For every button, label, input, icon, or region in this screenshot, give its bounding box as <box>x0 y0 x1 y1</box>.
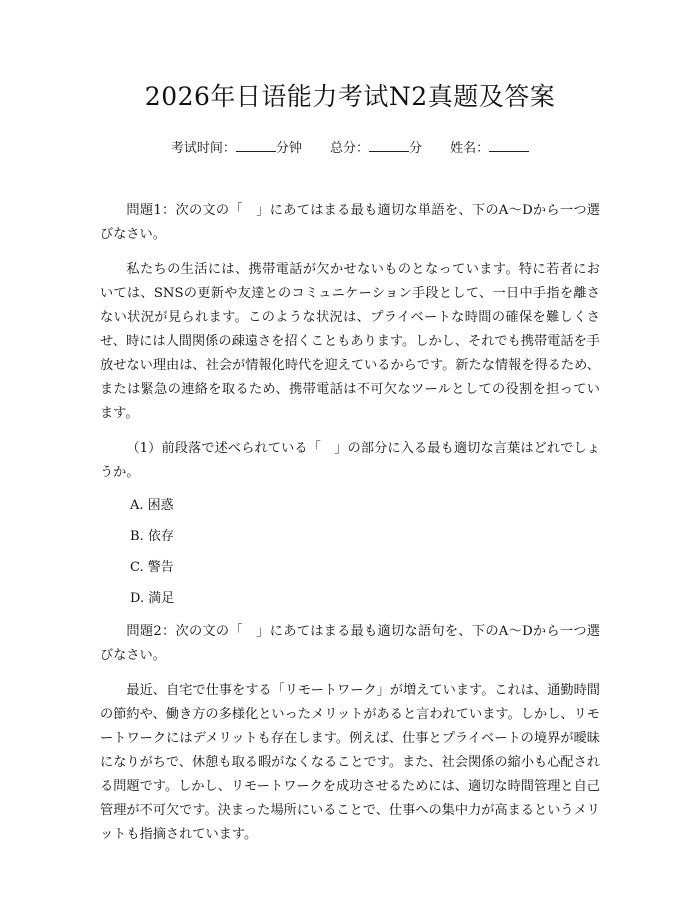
question2-passage: 最近、自宅で仕事をする「リモートワーク」が増えています。これは、通勤時間の節約や、働き方の多様化といったメリットがあると言われています。しかし、リモートワークにはデメリットも存在します。例えば、仕事とプライベートの境界が曖昧になりがちで、休憩も取る暇がなくなることです。また、社会関係の縮小も心配される問題です。しかし、リモートワークを成功させるためには、適切な時間管理と自己管理が不可欠です。決まった場所にいることで、仕事への集中力が高まるというメリットも指摘されています。 <box>100 683 600 842</box>
page-title: 2026年日语能力考试N2真题及答案 <box>144 82 556 111</box>
exam-meta-row <box>100 138 600 159</box>
score-unit: 分 <box>409 141 423 156</box>
question1-instruction: 問題1：次の文の「 」にあてはまる最も適切な単語を、下のA～Dから一つ選びなさい。 <box>100 203 600 242</box>
name-label: 姓名： <box>450 141 490 156</box>
question1-options <box>100 496 600 609</box>
name-blank <box>489 138 529 152</box>
score-blank <box>369 138 409 152</box>
option-a: A. 困惑 <box>130 498 174 513</box>
name-field <box>450 138 529 159</box>
option-b: B. 依存 <box>130 529 174 544</box>
question2-instruction: 問題2：次の文の「 」にあてはまる最も適切な語句を、下のA～Dから一つ選びなさい。 <box>100 624 600 663</box>
score-label: 总分： <box>329 141 369 156</box>
question1-sub-question: （1）前段落で述べられている「 」の部分に入る最も適切な言葉はどれでしょうか。 <box>100 441 600 480</box>
option-c: C. 警告 <box>130 560 174 575</box>
exam-time-unit: 分钟 <box>275 141 302 156</box>
score-field <box>330 138 422 159</box>
exam-time-field <box>171 138 302 159</box>
option-d: D. 満足 <box>130 591 175 606</box>
question1-passage: 私たちの生活には、携帯電話が欠かせないものとなっています。特に若者においては、SNSの更新や友達とのコミュニケーション手段として、一日中手指を離さない状況が見られます。このような状況は、プライベートな時間の確保を難しくさせ、時には人間関係の疎遠さを招くこともあります。しかし、それでも携帯電話を手放せない理由は、社会が情報化時代を迎えているからです。新たな情報を得るため、または緊急の連絡を取るため、携帯電話は不可欠なツールとしての役割を担っています。 <box>100 262 600 421</box>
exam-time-blank <box>236 138 276 152</box>
exam-time-label: 考试时间： <box>170 141 236 156</box>
